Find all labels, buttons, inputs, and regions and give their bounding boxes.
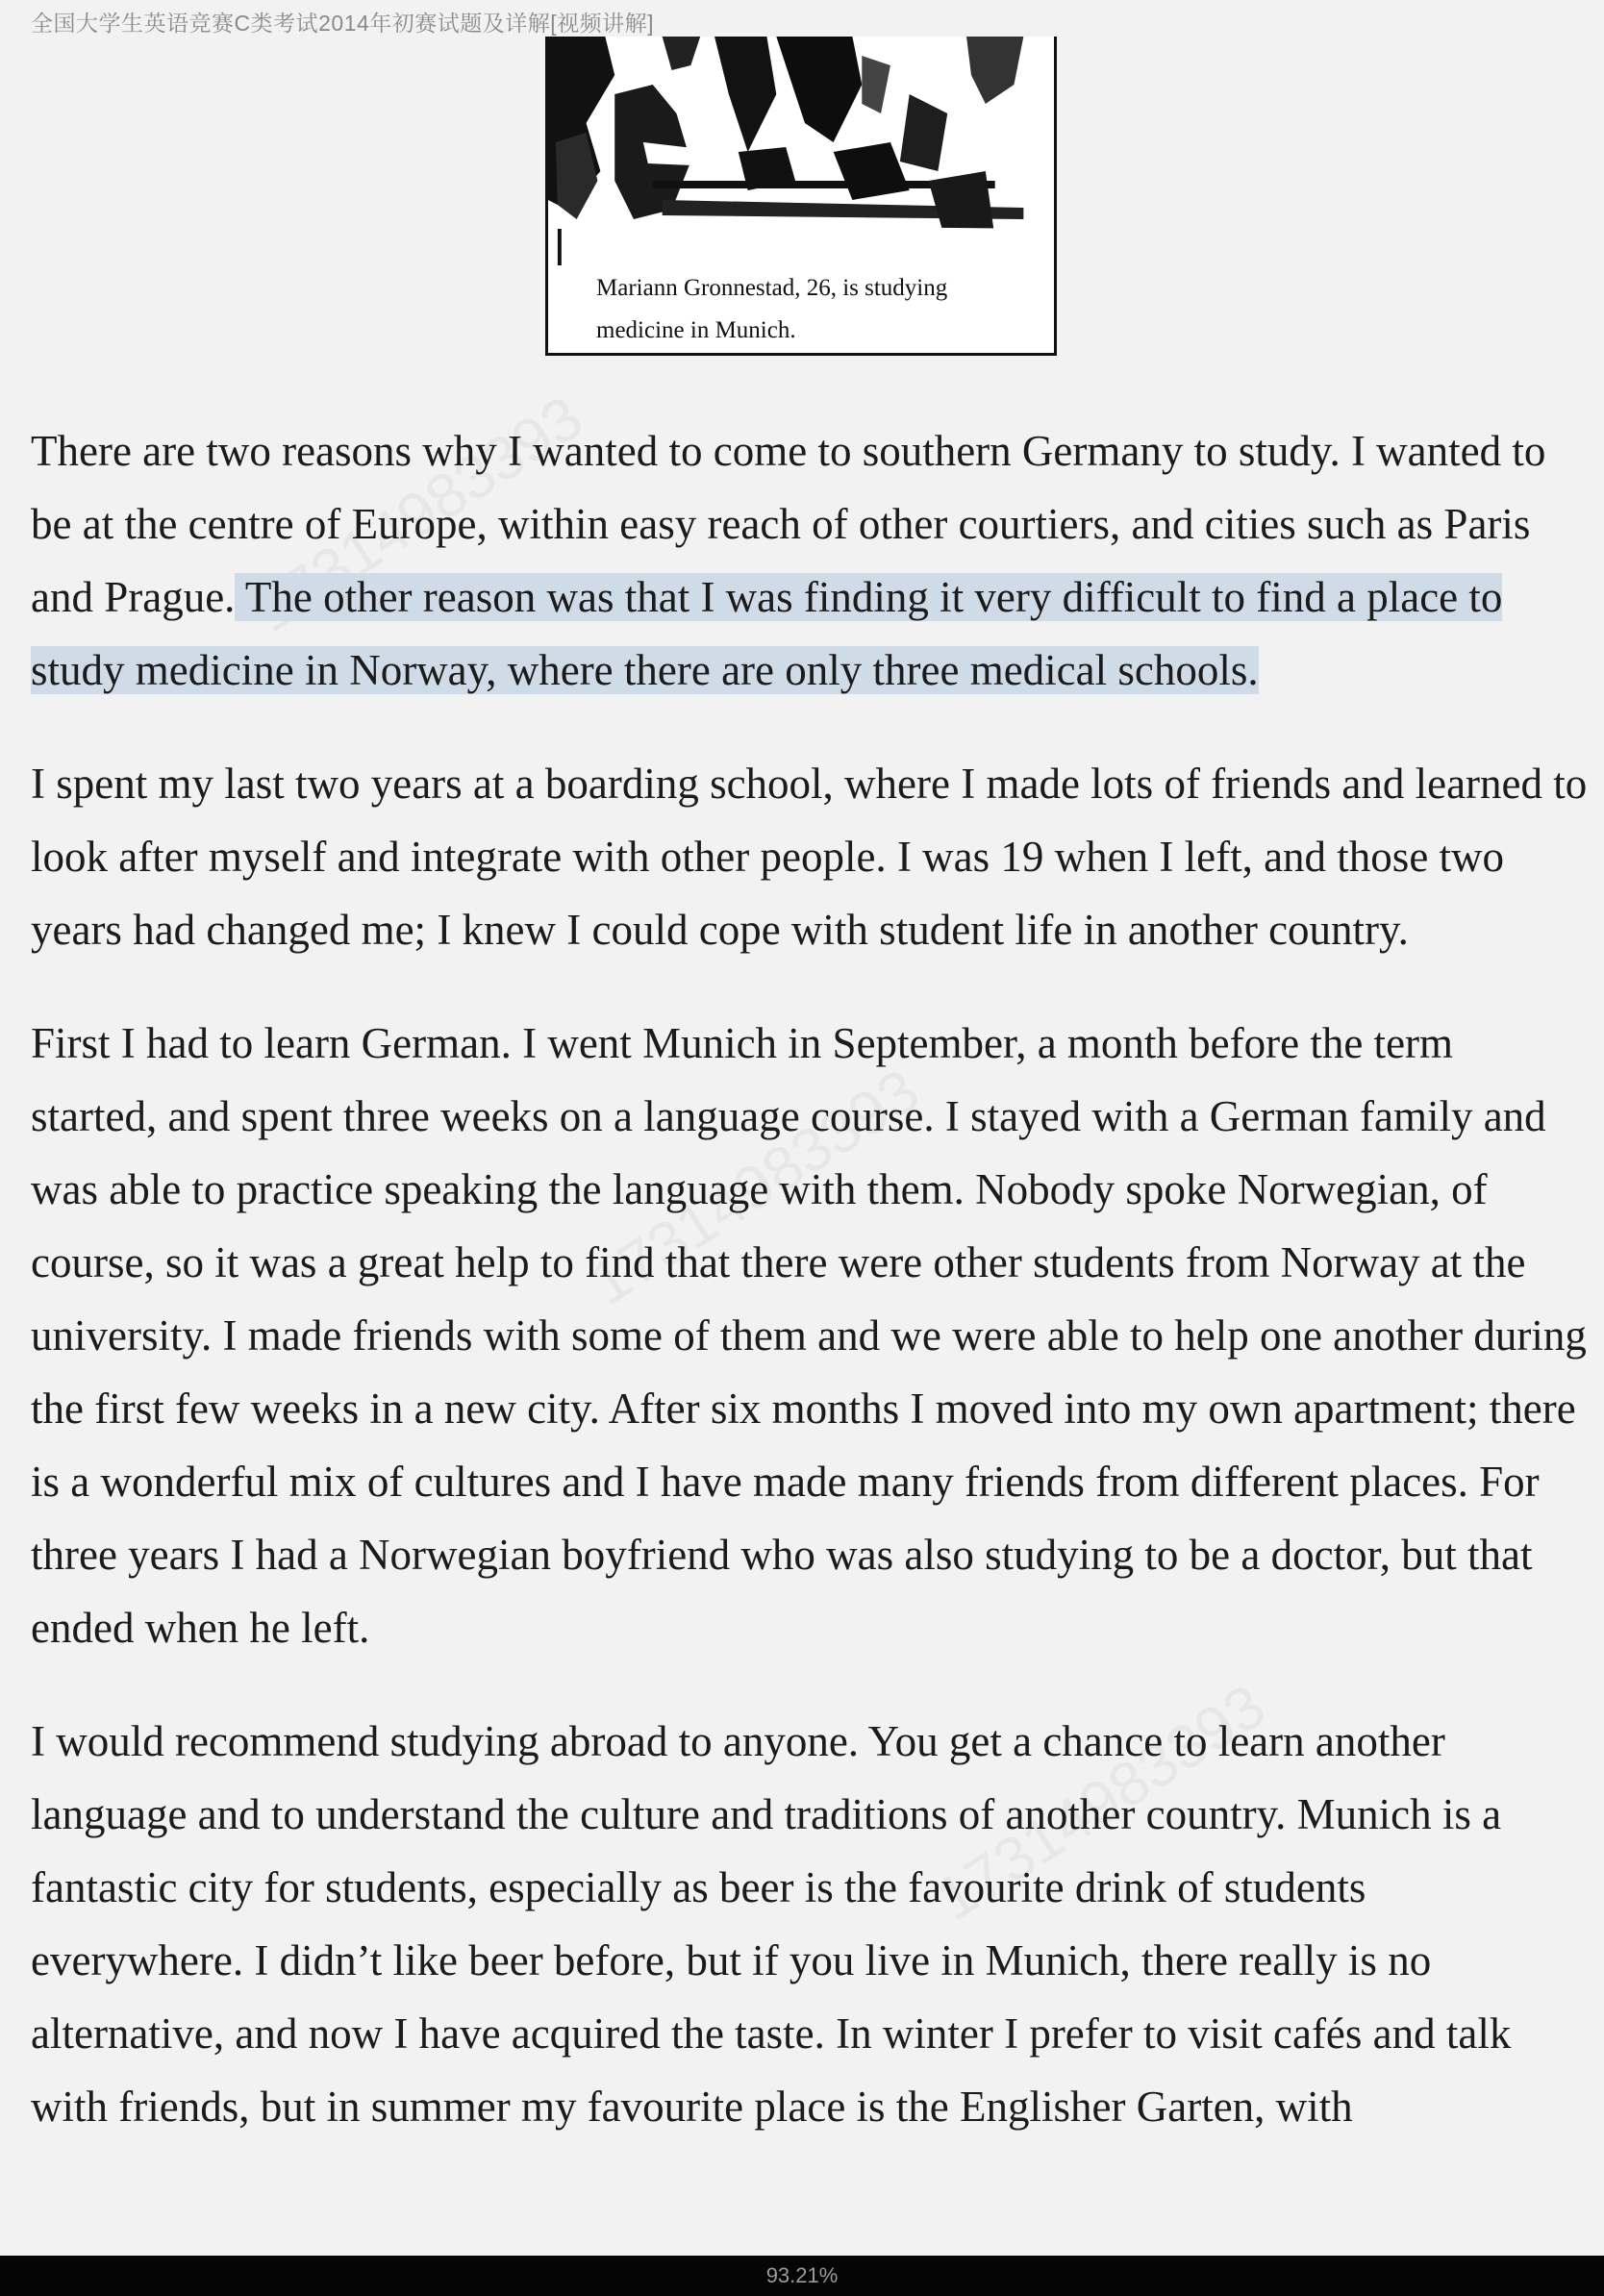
paragraph-4: I would recommend studying abroad to anyone. You get a chance to learn another language and to understand the culture and traditions of another country. Munich is a fantastic city for students, especially as beer is the favourite drink of students everywhere. I didn’t like beer before, but if you live in Munich, there really is no alternative, and now I have acquired the taste. In winter I prefer to visit cafés and talk with friends, but in summer my favourite place is the Englisher Garten, with bbox=[31, 1717, 1512, 2131]
paragraph-1 bbox=[31, 414, 1589, 707]
paragraph-1-text: There are two reasons why I wanted to come to southern Germany to study. I wanted to be at the centre of Europe, within easy reach of other courtiers, and cities such as Paris and Prague. bbox=[31, 427, 1546, 621]
highlighted-text[interactable]: The other reason was that I was finding it very difficult to find a place to study medicine in Norway, where there are only three medical schools. bbox=[31, 573, 1503, 694]
article-photo bbox=[545, 37, 1057, 356]
paragraph-2: I spent my last two years at a boarding school, where I made lots of friends and learned to look after myself and integrate with other people. I was 19 when I left, and those two years had changed me; I knew I could cope with student life in another country. bbox=[31, 760, 1588, 954]
photo-image bbox=[548, 37, 1054, 265]
article-body bbox=[31, 414, 1589, 2184]
document-title: 全国大学生英语竞赛C类考试2014年初赛试题及详解[视频讲解] bbox=[31, 11, 655, 36]
zoom-status-bar bbox=[0, 2256, 1604, 2296]
zoom-level: 93.21% bbox=[765, 2263, 839, 2287]
paragraph-3: First I had to learn German. I went Munich in September, a month before the term started, and spent three weeks on a language course. I stayed with a German family and was able to practice speaking the language with them. Nobody spoke Norwegian, of course, so it was a great help to find that there were other students from Norway at the university. I made friends with some of them and we were able to help one another during the first few weeks in a new city. After six months I moved into my own apartment; there is a wonderful mix of cultures and I have made many friends from different places. For three years I had a Norwegian boyfriend who was also studying to be a doctor, but that ended when he left. bbox=[31, 1019, 1587, 1652]
photo-caption: Mariann Gronnestad, 26, is studying medicine in Munich. bbox=[596, 275, 948, 343]
